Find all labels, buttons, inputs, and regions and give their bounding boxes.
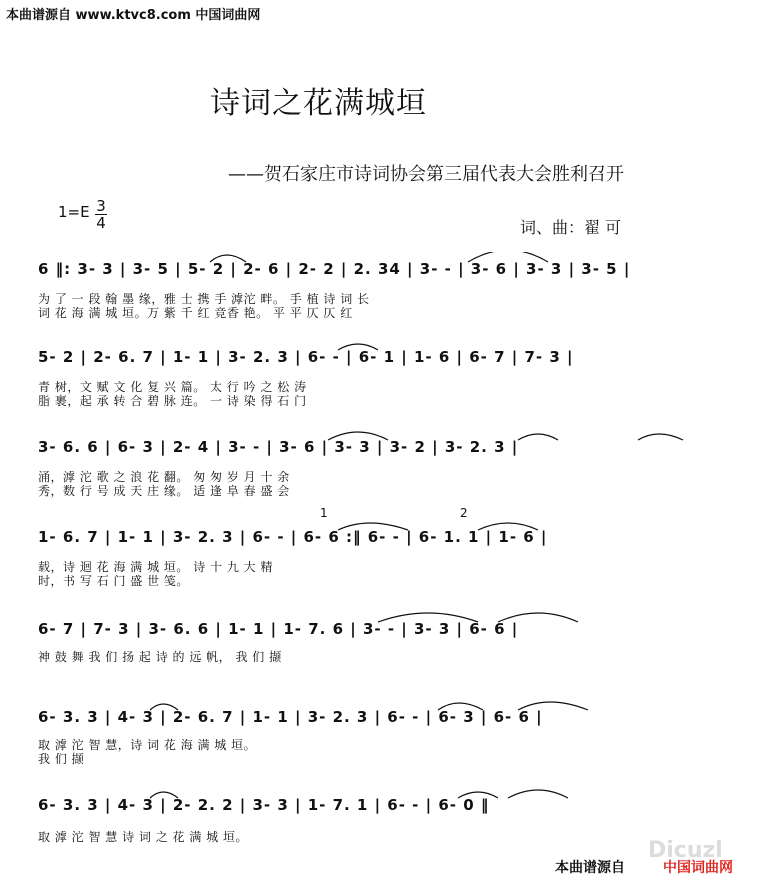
- notes-row-7: 6- 3. 3 | 4- 3 | 2- 2. 2 | 3- 3 | 1- 7. 1 | 6- - | 6- 0 ‖: [38, 796, 490, 814]
- lyrics-row-6-verse-1: 取 滹 沱 智 慧，诗 词 花 海 满 城 垣。: [38, 738, 257, 752]
- lyrics-row-6-verse-2: 我 们 撷: [38, 752, 85, 766]
- staff-row-2: [38, 340, 718, 372]
- staff-row-6: [38, 700, 718, 732]
- staff-row-1: [38, 252, 718, 284]
- watermark: Dicuzl: [648, 838, 723, 863]
- slur: [638, 434, 683, 440]
- lyrics-row-2-verse-2: 脂 裹，起 承 转 合 碧 脉 连。 一 诗 染 得 石 门: [38, 394, 307, 408]
- lyrics-row-2-verse-1: 青 树，文 赋 文 化 复 兴 篇。 太 行 吟 之 松 涛: [38, 380, 307, 394]
- notes-row-1: 6 ‖: 3- 3 | 3- 5 | 5- 2 | 2- 6 | 2- 2 | 2. 34 | 3- - | 3- 6 | 3- 3 | 3- 5 |: [38, 260, 631, 278]
- lyrics-row-4-verse-1: 载，诗 迴 花 海 满 城 垣。 诗 十 九 大 精: [38, 560, 273, 574]
- slur: [518, 434, 558, 440]
- lyrics-row-7-verse-1: 取 滹 沱 智 慧 诗 词 之 花 满 城 垣。: [38, 830, 248, 844]
- lyrics-row-1-verse-2: 词 花 海 满 城 垣。万 紫 千 红 竞香 艳。 平 平 仄 仄 红: [38, 306, 353, 320]
- time-signature-bottom: 4: [96, 214, 106, 232]
- notes-row-2: 5- 2 | 2- 6. 7 | 1- 1 | 3- 2. 3 | 6- - | 6- 1 | 1- 6 | 6- 7 | 7- 3 |: [38, 348, 574, 366]
- lyrics-row-4-verse-2: 时，书 写 石 门 盛 世 笺。: [38, 574, 189, 588]
- notes-row-5: 6- 7 | 7- 3 | 3- 6. 6 | 1- 1 | 1- 7. 6 | 3- - | 3- 3 | 6- 6 |: [38, 620, 519, 638]
- lyrics-row-1-verse-1: 为 了 一 段 翰 墨 缘，雅 士 携 手 滹沱 畔。 手 植 诗 词 长: [38, 292, 370, 306]
- slur: [508, 790, 568, 798]
- staff-row-7: [38, 788, 718, 820]
- header-site-cn: 中国词曲网: [195, 8, 261, 23]
- staff-row-5: [38, 612, 718, 644]
- volta-1-label: 1: [320, 506, 328, 520]
- song-title: 诗词之花满城垣: [210, 86, 427, 121]
- lyrics-row-3-verse-2: 秀，数 行 号 成 天 庄 缘。 适 逢 阜 春 盛 会: [38, 484, 290, 498]
- header-site-name: 本曲谱源自: [6, 8, 72, 23]
- time-signature: [95, 198, 107, 231]
- staff-row-3: [38, 430, 718, 462]
- song-subtitle: ——贺石家庄市诗词协会第三届代表大会胜利召开: [228, 164, 624, 185]
- notes-row-6: 6- 3. 3 | 4- 3 | 2- 6. 7 | 1- 1 | 3- 2. 3 | 6- - | 6- 3 | 6- 6 |: [38, 708, 543, 726]
- notes-row-3: 3- 6. 6 | 6- 3 | 2- 4 | 3- - | 3- 6 | 3- 3 | 3- 2 | 3- 2. 3 |: [38, 438, 519, 456]
- staff-row-4: [38, 506, 718, 552]
- lyrics-row-5-verse-1: 神 鼓 舞 我 们 扬 起 诗 的 远 帆， 我 们 撷: [38, 650, 282, 664]
- header-site-url[interactable]: www.ktvc8.com: [75, 8, 191, 23]
- song-credits: 词、曲：翟 可: [520, 218, 622, 237]
- header-source: [6, 4, 260, 23]
- lyrics-row-3-verse-1: 涌，滹 沱 歌 之 浪 花 翻。 匆 匆 岁 月 十 余: [38, 470, 290, 484]
- notes-row-4: 1- 6. 7 | 1- 1 | 3- 2. 3 | 6- - | 6- 6 :‖ 6- - | 6- 1. 1 | 1- 6 |: [38, 528, 548, 546]
- time-signature-top: 3: [96, 197, 106, 215]
- footer-source: 本曲谱源自: [555, 860, 625, 876]
- footer-site-cn[interactable]: 中国词曲网: [663, 860, 733, 876]
- key-signature: 1=E: [58, 203, 90, 221]
- volta-2-label: 2: [460, 506, 468, 520]
